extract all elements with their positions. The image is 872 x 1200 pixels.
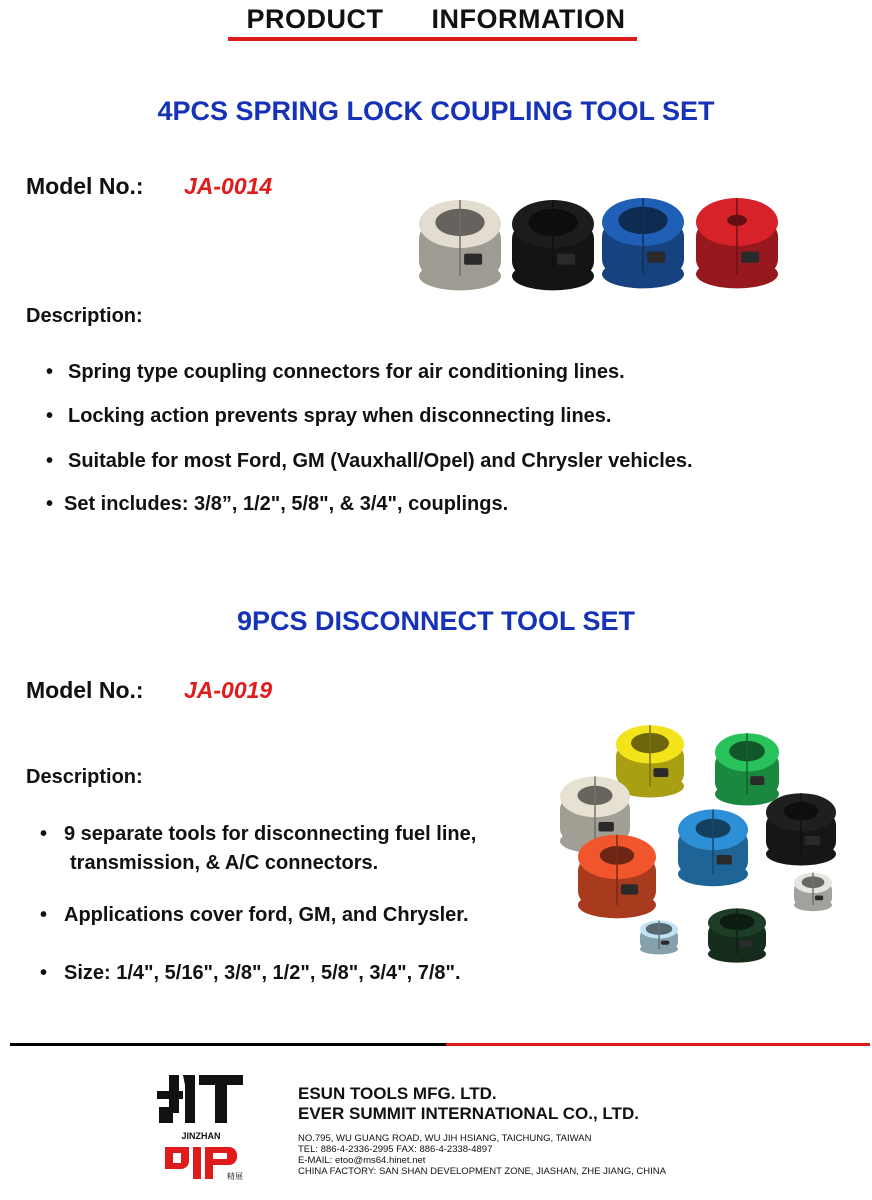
product2-part-2 [715,733,779,805]
product1-image [415,186,787,298]
product2-bullet-1: • 9 separate tools for disconnecting fuel line, [40,823,477,845]
product2-model-number: JA-0019 [184,677,273,703]
product2-title: 9PCS DISCONNECT TOOL SET [236,606,636,636]
product2-part-7 [640,921,678,955]
product1-coupling-1 [419,200,501,290]
product2-part-1 [616,725,684,797]
product1-model-label: Model No.: [26,173,144,199]
product1-coupling-4 [696,198,778,288]
company-logo [155,1073,247,1183]
product1-bullet-2: • Locking action prevents spray when disconnecting lines. [46,405,612,427]
company-name-1: ESUN TOOLS MFG. LTD. [298,1084,497,1103]
product2-part-5 [766,793,836,865]
header-underline [228,37,637,41]
company-name-2: EVER SUMMIT INTERNATIONAL CO., LTD. [298,1104,639,1123]
product1-bullet-4: • Set includes: 3/8”, 1/2", 5/8", & 3/4", couplings. [46,493,509,515]
product2-bullet-3: • Size: 1/4", 5/16", 3/8", 1/2", 5/8", 3/4", 7/8". [40,962,461,984]
product1-bullet-3: • Suitable for most Ford, GM (Vauxhall/Opel) and Chrysler vehicles. [46,450,693,472]
company-factory: CHINA FACTORY: SAN SHAN DEVELOPMENT ZONE, JIASHAN, ZHE JIANG, CHINA [298,1166,666,1177]
logo-chinese-text: 精展 [227,1172,243,1181]
page-header-title: PRODUCT INFORMATION [246,4,626,34]
logo-text: JINZHAN [181,1131,221,1141]
product2-bullet-2: • Applications cover ford, GM, and Chrysler. [40,904,469,926]
product2-part-6 [578,835,656,919]
product2-part-9 [794,873,832,911]
product1-title: 4PCS SPRING LOCK COUPLING TOOL SET [157,96,715,126]
product2-model-label: Model No.: [26,677,144,703]
product2-description-label: Description: [26,766,143,788]
product2-bullet-1-continued: transmission, & A/C connectors. [70,852,379,874]
product1-coupling-2 [512,200,594,290]
product1-description-label: Description: [26,305,143,327]
product2-image [555,712,855,974]
company-email: E-MAIL: etoo@ms64.hinet.net [298,1155,426,1166]
product2-part-4 [678,809,748,886]
product1-coupling-3 [602,198,684,288]
product2-part-8 [708,908,766,962]
product1-model-number: JA-0014 [184,173,273,199]
company-address: NO.795, WU GUANG ROAD, WU JIH HSIANG, TAICHUNG, TAIWAN [298,1133,592,1144]
product1-bullet-1: • Spring type coupling connectors for air conditioning lines. [46,361,625,383]
footer-rule-right [446,1043,870,1046]
company-phone-fax: TEL: 886-4-2336-2995 FAX: 886-4-2338-4897 [298,1144,493,1155]
footer-rule-left [10,1043,446,1046]
